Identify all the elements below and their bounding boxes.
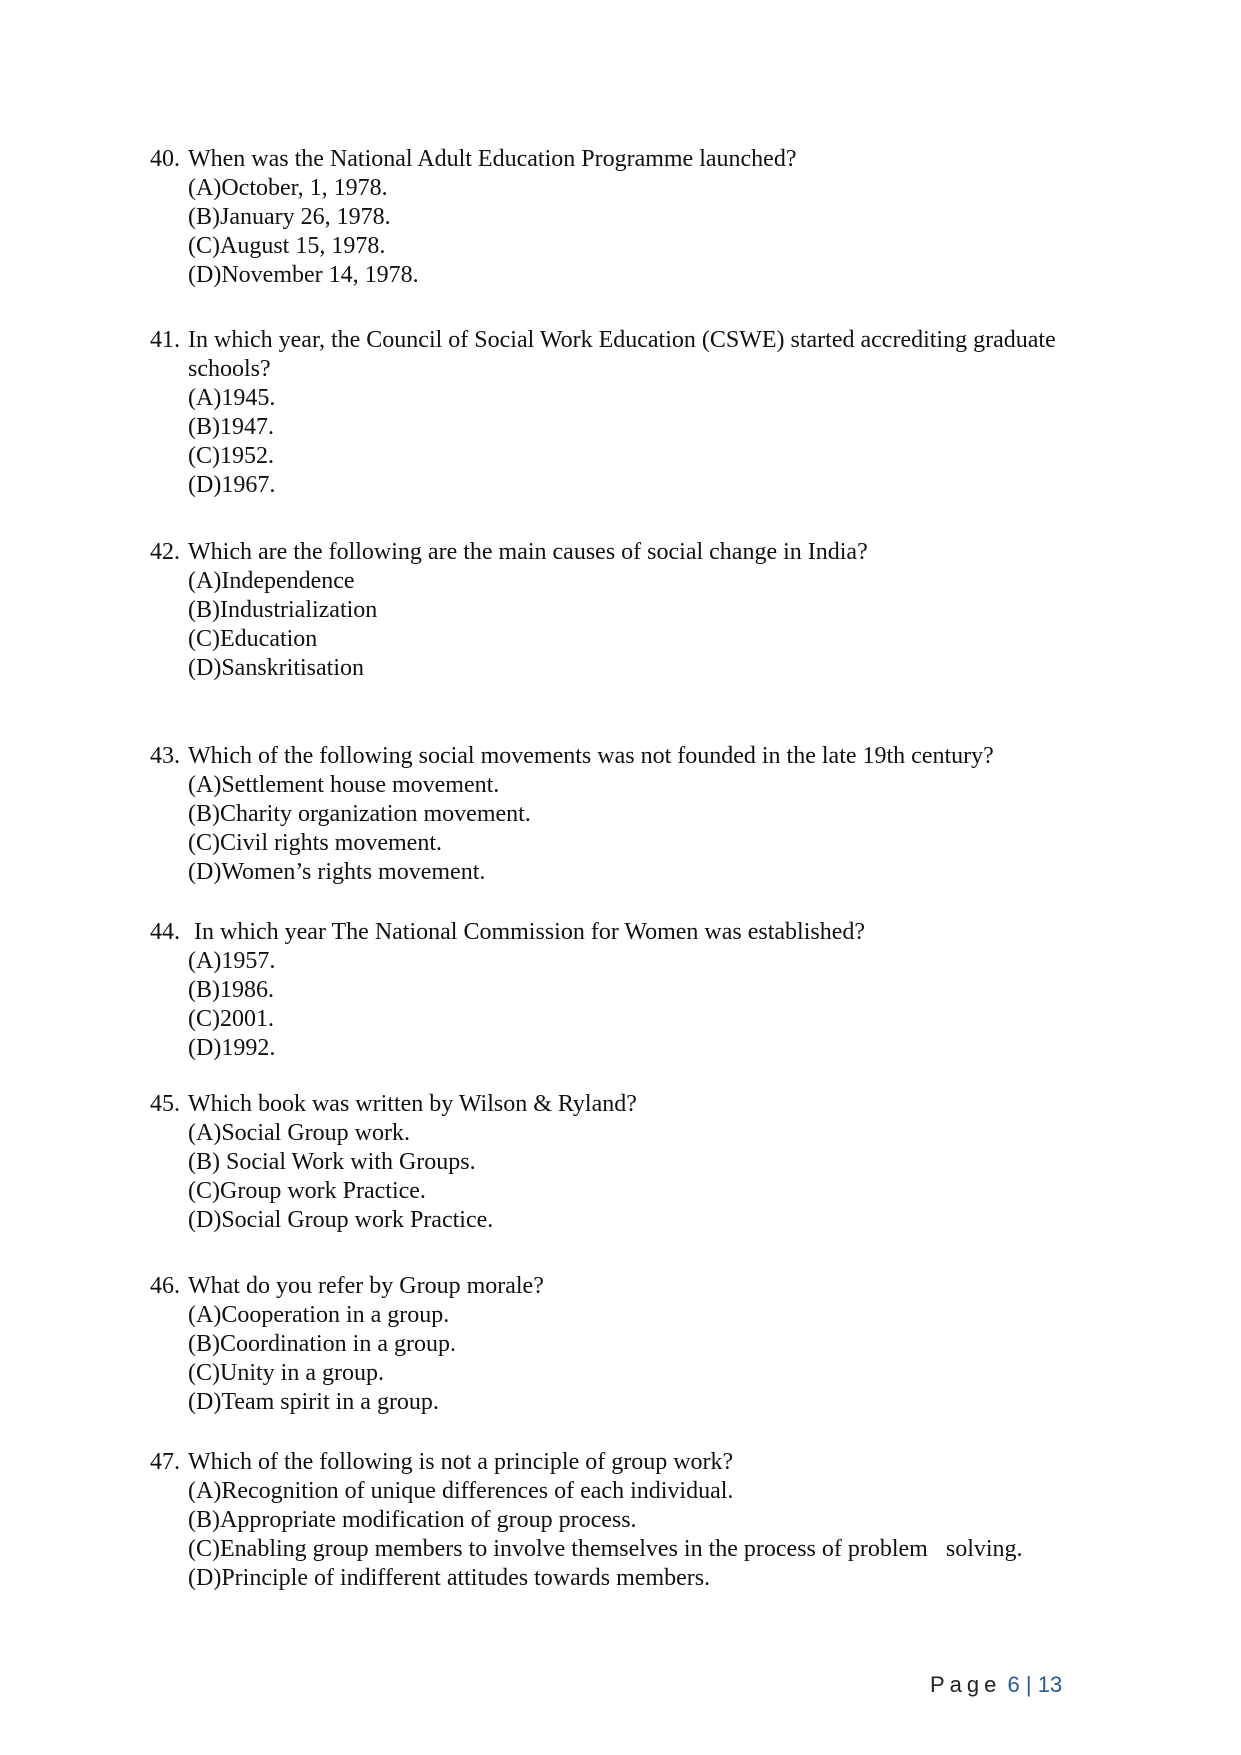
question-text: In which year The National Commission for Women was established?	[188, 919, 866, 945]
options-list	[188, 1119, 1110, 1235]
options-list	[188, 1301, 1110, 1417]
option-letter: (B)	[188, 1149, 220, 1175]
question-text: What do you refer by Group morale?	[188, 1273, 544, 1299]
page-number: 6	[1007, 1672, 1020, 1697]
option-text: Team spirit in a group.	[221, 1389, 439, 1415]
option-d	[188, 471, 1110, 500]
option-text: 1957.	[221, 948, 276, 974]
option-letter: (A)	[188, 568, 222, 594]
option-letter: (B)	[188, 1331, 220, 1357]
question-42	[150, 538, 1110, 683]
option-b	[188, 1330, 1110, 1359]
option-d	[188, 654, 1110, 683]
option-letter: (A)	[188, 175, 222, 201]
option-text: Social Work with Groups.	[220, 1149, 476, 1175]
option-text: 1945.	[221, 385, 276, 411]
option-letter: (C)	[188, 1006, 220, 1032]
question-number: 40.	[150, 146, 180, 172]
option-text: Civil rights movement.	[220, 830, 442, 856]
option-letter: (B)	[188, 597, 220, 623]
question-40	[150, 145, 1110, 290]
option-text: Social Group work Practice.	[221, 1207, 494, 1233]
option-letter: (B)	[188, 977, 220, 1003]
option-c	[188, 232, 1110, 261]
option-b	[188, 1506, 1110, 1535]
question-number: 45.	[150, 1091, 180, 1117]
option-letter: (B)	[188, 204, 220, 230]
question-text: In which year, the Council of Social Work Education (CSWE) started accrediting graduate schools?	[188, 327, 1056, 382]
option-text: 1992.	[221, 1035, 276, 1061]
page-separator: |	[1025, 1672, 1032, 1697]
option-text: Independence	[221, 568, 355, 594]
question-number: 44.	[150, 919, 180, 945]
option-d	[188, 1206, 1110, 1235]
option-c	[188, 1359, 1110, 1388]
option-c	[188, 829, 1110, 858]
option-text: Women’s rights movement.	[221, 859, 486, 885]
option-letter: (B)	[188, 414, 220, 440]
option-letter: (C)	[188, 1536, 220, 1562]
option-text: Group work Practice.	[220, 1178, 426, 1204]
option-d	[188, 1388, 1110, 1417]
option-letter: (D)	[188, 1565, 222, 1591]
option-text: October, 1, 1978.	[221, 175, 388, 201]
question-number: 41.	[150, 327, 180, 353]
option-letter: (C)	[188, 1178, 220, 1204]
option-letter: (D)	[188, 1207, 222, 1233]
option-letter: (B)	[188, 1507, 220, 1533]
option-b	[188, 1148, 1110, 1177]
option-text: 1986.	[220, 977, 274, 1003]
option-text: Charity organization movement.	[220, 801, 531, 827]
option-text: Cooperation in a group.	[221, 1302, 450, 1328]
option-letter: (D)	[188, 859, 222, 885]
options-list	[188, 1477, 1110, 1593]
option-letter: (D)	[188, 655, 222, 681]
question-47	[150, 1448, 1110, 1593]
option-letter: (B)	[188, 801, 220, 827]
option-a	[188, 567, 1110, 596]
option-text: 1947.	[220, 414, 274, 440]
options-list	[188, 947, 1110, 1063]
option-text: Appropriate modification of group process.	[220, 1507, 637, 1533]
option-a	[188, 1119, 1110, 1148]
question-text: Which of the following social movements was not founded in the late 19th century?	[188, 743, 994, 769]
option-a	[188, 771, 1110, 800]
question-44	[150, 918, 1110, 1063]
option-letter: (A)	[188, 948, 222, 974]
option-a	[188, 947, 1110, 976]
option-letter: (A)	[188, 1478, 222, 1504]
options-list	[188, 771, 1110, 887]
option-text: November 14, 1978.	[221, 262, 419, 288]
option-text: Coordination in a group.	[220, 1331, 456, 1357]
options-list	[188, 567, 1110, 683]
page-total: 13	[1037, 1672, 1063, 1697]
question-number: 42.	[150, 539, 180, 565]
option-d	[188, 1034, 1110, 1063]
option-text: Recognition of unique differences of each individual.	[221, 1478, 734, 1504]
option-letter: (A)	[188, 1120, 222, 1146]
option-b	[188, 203, 1110, 232]
option-letter: (C)	[188, 233, 220, 259]
option-letter: (C)	[188, 830, 220, 856]
option-letter: (D)	[188, 1389, 222, 1415]
option-letter: (A)	[188, 772, 222, 798]
question-41	[150, 326, 1110, 500]
option-text: Sanskritisation	[221, 655, 364, 681]
page-label: Page	[930, 1672, 1002, 1697]
option-letter: (C)	[188, 1360, 220, 1386]
option-text: Education	[220, 626, 318, 652]
question-text: When was the National Adult Education Programme launched?	[188, 146, 797, 172]
question-number: 43.	[150, 743, 180, 769]
option-d	[188, 858, 1110, 887]
page-footer	[930, 1672, 1090, 1698]
option-text: Industrialization	[220, 597, 378, 623]
option-text: 1952.	[220, 443, 274, 469]
option-b	[188, 413, 1110, 442]
option-letter: (A)	[188, 385, 222, 411]
option-letter: (C)	[188, 443, 220, 469]
option-text: 2001.	[220, 1006, 274, 1032]
option-a	[188, 1477, 1110, 1506]
option-text: Enabling group members to involve themselves in the process of problem solving.	[220, 1536, 1023, 1562]
option-text: Principle of indifferent attitudes towards members.	[221, 1565, 711, 1591]
option-text: Unity in a group.	[220, 1360, 384, 1386]
option-c	[188, 1535, 1110, 1564]
option-text: January 26, 1978.	[220, 204, 391, 230]
option-a	[188, 174, 1110, 203]
options-list	[188, 174, 1110, 290]
option-text: Settlement house movement.	[221, 772, 500, 798]
option-letter: (D)	[188, 262, 222, 288]
option-a	[188, 384, 1110, 413]
question-text: Which of the following is not a principle of group work?	[188, 1449, 734, 1475]
question-number: 47.	[150, 1449, 180, 1475]
option-letter: (D)	[188, 1035, 222, 1061]
option-text: August 15, 1978.	[220, 233, 386, 259]
question-text: Which book was written by Wilson & Ryland?	[188, 1091, 637, 1117]
option-c	[188, 1177, 1110, 1206]
question-45	[150, 1090, 1110, 1235]
question-text: Which are the following are the main causes of social change in India?	[188, 539, 868, 565]
question-number: 46.	[150, 1273, 180, 1299]
option-letter: (C)	[188, 626, 220, 652]
option-text: 1967.	[221, 472, 276, 498]
option-d	[188, 261, 1110, 290]
option-a	[188, 1301, 1110, 1330]
option-b	[188, 800, 1110, 829]
option-b	[188, 976, 1110, 1005]
question-43	[150, 742, 1110, 887]
option-c	[188, 1005, 1110, 1034]
option-text: Social Group work.	[221, 1120, 410, 1146]
option-d	[188, 1564, 1110, 1593]
option-letter: (D)	[188, 472, 222, 498]
question-46	[150, 1272, 1110, 1417]
option-c	[188, 625, 1110, 654]
option-b	[188, 596, 1110, 625]
option-c	[188, 442, 1110, 471]
options-list	[188, 384, 1110, 500]
option-letter: (A)	[188, 1302, 222, 1328]
